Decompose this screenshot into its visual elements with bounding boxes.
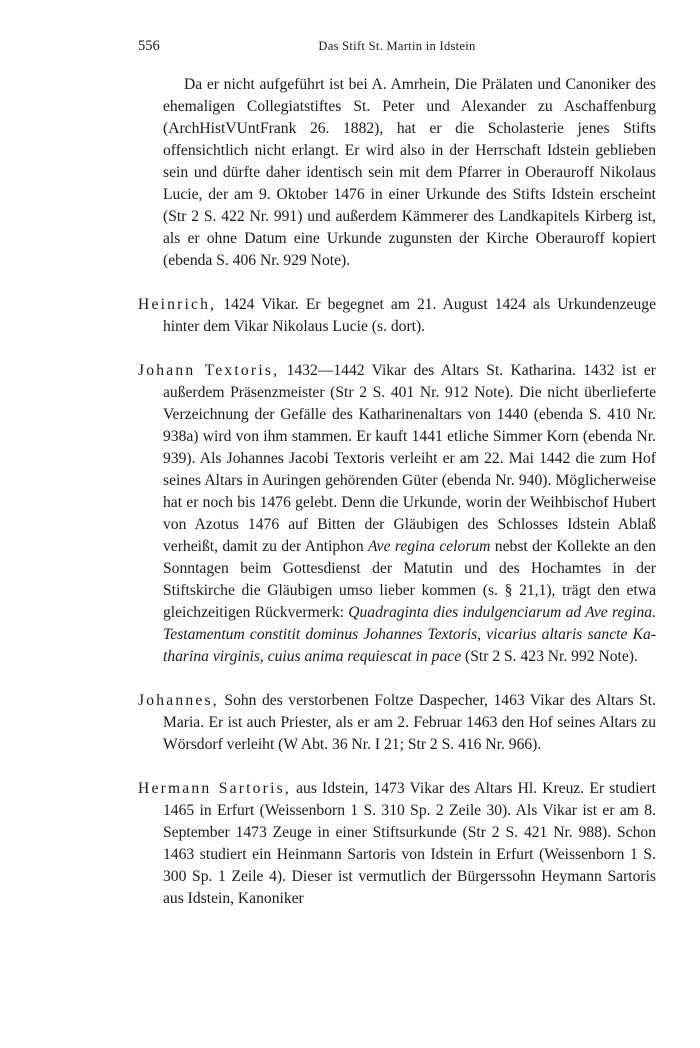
continuation-paragraph: Da er nicht aufgeführt ist bei A. Amrhein, Die Prälaten und Canoniker des ehemaligen Collegiatstiftes St. Peter und Alexander zu Aschaffenburg (ArchHistVUntFrank 26. 1882), hat er die Scholasterie jenes Stifts offensichtlich nicht erlangt. Er wird also in der Herrschaft Idstein geblieben sein und dürfte daher identisch sein mit dem Pfarrer in Oberauroff Nikolaus Lucie, der am 9. Oktober 1476 in einer Urkunde des Stifts Idstein erscheint (Str 2 S. 422 Nr. 991) und außerdem Kämmerer des Landkapitels Kirberg ist, als er ohne Datum eine Urkunde zugunsten der Kirche Oberauroff kopiert (ebenda S. 406 Nr. 929 Note). <box>163 76 656 269</box>
entry-text: (Str 2 S. 423 Nr. 992 Note). <box>461 648 638 665</box>
paragraph-spacer <box>138 338 656 360</box>
entry-name: Hermann Sartoris, <box>138 780 291 797</box>
entry-name: Johann Textoris, <box>138 362 280 379</box>
page-number: 556 <box>138 38 160 54</box>
entry-text: aus Idstein, 1473 Vikar des Altars Hl. Kreuz. Er studiert 1465 in Erfurt (Weissenborn 1 S. 310 Sp. 2 Zeile 30). Als Vikar ist er am 8. September 1473 Zeuge in einer Stiftsurkunde (Str 2 S. 421 Nr. 988). Schon 1463 studiert ein Heinmann Sartoris von Idstein in Erfurt (Weissenborn 1 S. 300 Sp. 1 Zeile 4). Dieser ist vermutlich der Bürgerssohn Heymann Sartoris aus Idstein, Kanoniker <box>163 780 656 907</box>
entry-name: Heinrich, <box>138 296 217 313</box>
entry-text: Sohn des verstorbenen Foltze Daspecher, 1463 Vikar des Altars St. Maria. Er ist auch Priester, als er am 2. Februar 1463 den Hof seines Altars zu Wörsdorf verleiht (W Abt. 36 Nr. I 21; Str 2 S. 416 Nr. 966). <box>163 692 656 753</box>
running-head: Das Stift St. Martin in Idstein <box>318 39 476 53</box>
entry-italic-antiphon: Ave regina celorum <box>367 538 491 555</box>
paragraph-spacer <box>138 272 656 294</box>
paragraph-spacer <box>138 756 656 778</box>
entry-johannes <box>138 690 656 756</box>
entry-heinrich <box>138 294 656 338</box>
entry-johann-textoris <box>138 360 656 668</box>
entry-text: 1424 Vikar. Er begegnet am 21. August 1424 als Urkundenzeuge hinter dem Vikar Nikolaus Lucie (s. dort). <box>163 296 656 335</box>
entry-italic-quotation: Quadraginta dies indulgenciarum ad Ave regina. Testamentum constitit dominus Johannes Textoris, vicarius altaris sancte Katharina virginis, cuius anima requiescat in pace <box>163 604 656 665</box>
entry-hermann-sartoris <box>138 778 656 910</box>
entry-text: 1432—1442 Vikar des Altars St. Katharina. 1432 ist er außerdem Präsenzmeister (Str 2 S. 401 Nr. 912 Note). Die nicht überlieferte Verzeichnung der Gefälle des Katharinenaltars von 1440 (ebenda S. 410 Nr. 938a) wird von ihm stammen. Er kauft 1441 etliche Simmer Korn (ebenda Nr. 939). Als Johannes Jacobi Textoris verleiht er am 22. Mai 1442 die zum Hof seines Altars in Auringen gehörenden Güter (ebenda Nr. 940). Möglicherweise hat er noch bis 1476 gelebt. Denn die Urkunde, worin der Weihbischof Hubert von Azotus 1476 auf Bitten der Gläubigen des Schlosses Idstein Ablaß verheißt, damit zu der Antiphon <box>163 362 656 555</box>
body-text <box>138 74 656 910</box>
page-header <box>138 38 656 58</box>
paragraph-spacer <box>138 668 656 690</box>
entry-text: nebst der Kollekte an den Sonntagen beim Gottesdienst der Matutin und des Hochamtes in der Stiftskirche die Gläubigen umso lieber kommen (s. § 21,1), trägt den etwa gleichzeitigen Rückvermerk: <box>163 538 656 621</box>
entry-name: Johannes, <box>138 692 219 709</box>
